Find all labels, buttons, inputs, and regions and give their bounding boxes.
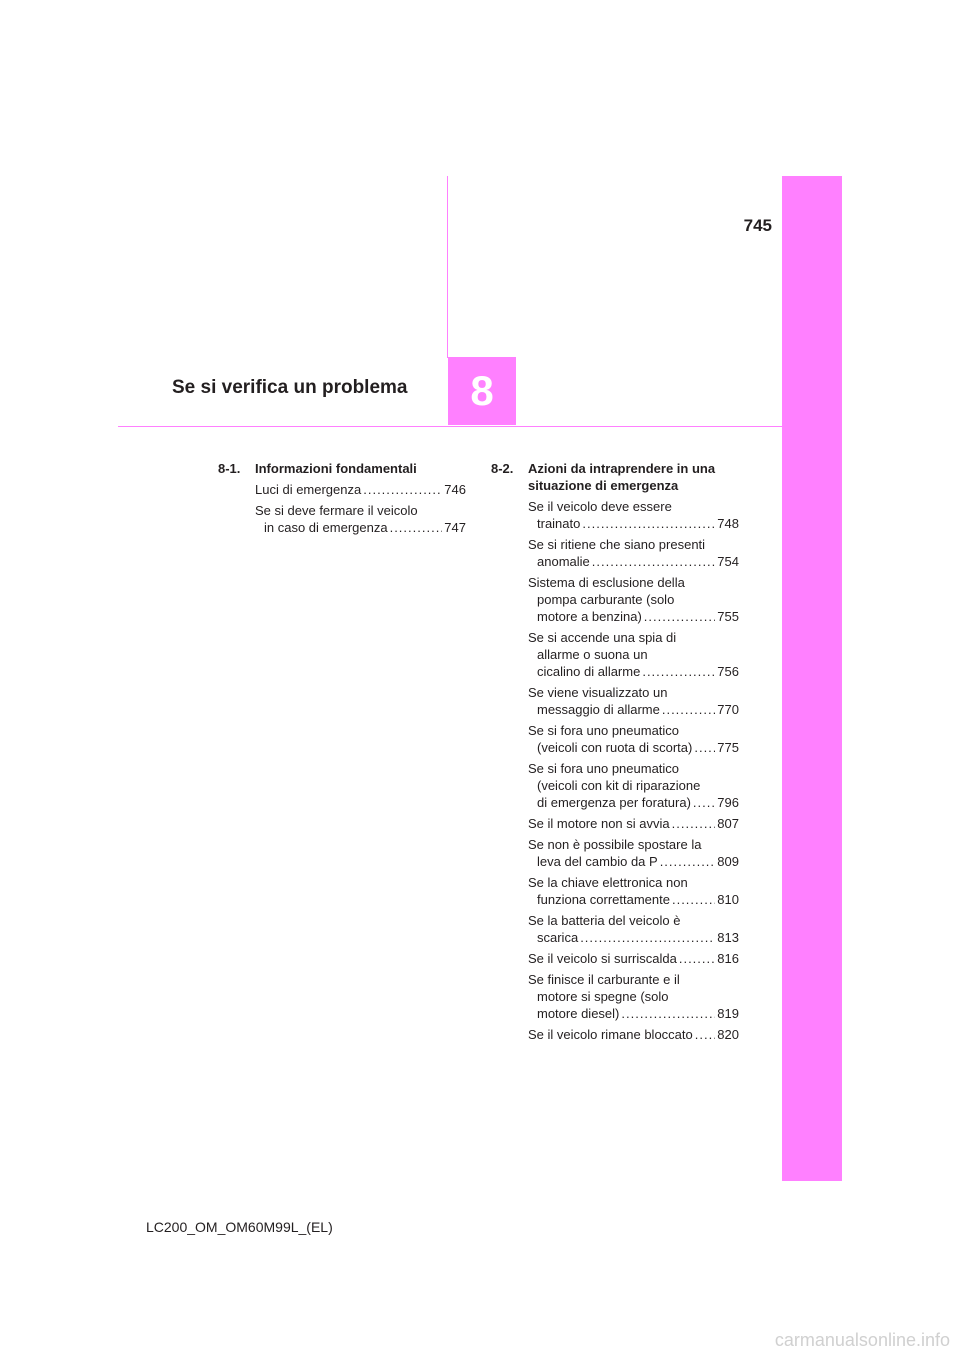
toc-entry[interactable] (528, 815, 739, 832)
toc-page-number: 809 (717, 854, 739, 869)
section-title (255, 460, 466, 477)
toc-page-number: 775 (717, 740, 739, 755)
toc-entry-text: Se il veicolo si surriscalda (528, 951, 677, 966)
toc-entry-text: allarme o suona un (537, 647, 648, 662)
toc-entry-text: Se si fora uno pneumatico (528, 723, 680, 738)
toc-entry-text: trainato (537, 516, 581, 531)
toc-entry-text: pompa carburante (solo (537, 592, 675, 607)
dot-leader (363, 481, 442, 498)
toc-entry-text: cicalino di allarme (537, 664, 641, 679)
toc-page-number: 796 (717, 795, 739, 810)
chapter-tab-strip (782, 176, 842, 1181)
toc-entry-text: anomalie (537, 554, 590, 569)
toc-entry-text: messaggio di allarme (537, 702, 660, 717)
dot-leader (694, 739, 715, 756)
toc-entry-text: Se si ritiene che siano presenti (528, 537, 706, 552)
toc-page-number: 755 (717, 609, 739, 624)
toc-entry[interactable] (528, 874, 739, 908)
toc-entry[interactable] (528, 1026, 739, 1043)
toc-section-8-2 (491, 460, 739, 1043)
chapter-title: Se si verifica un problema (172, 377, 408, 398)
toc-entry-line (528, 794, 739, 811)
dot-leader (621, 1005, 715, 1022)
watermark: carmanualsonline.info (774, 1330, 950, 1350)
chapter-number: 8 (470, 367, 494, 414)
section-number: 8-2. (491, 461, 514, 476)
toc-page-number: 754 (717, 554, 739, 569)
toc-entry[interactable] (528, 498, 739, 532)
toc-entry-line (528, 891, 739, 908)
dot-leader (679, 950, 715, 967)
toc-entry[interactable] (255, 481, 466, 498)
toc-entry[interactable] (528, 971, 739, 1022)
toc-entry-text: Se finisce il carburante e il (528, 972, 680, 987)
section-number: 8-1. (218, 461, 241, 476)
toc-entry-text: Se viene visualizzato un (528, 685, 668, 700)
toc-entry-text: motore diesel) (537, 1006, 620, 1021)
section-title-line: situazione di emergenza (528, 478, 679, 493)
dot-leader (592, 553, 716, 570)
toc-page-number: 810 (717, 892, 739, 907)
section-title (528, 460, 739, 494)
toc-entry-line (528, 553, 739, 570)
dot-leader (672, 891, 715, 908)
toc-entry-text: di emergenza per foratura) (537, 795, 691, 810)
toc-entry-line (528, 1026, 739, 1043)
toc-page-number: 816 (717, 951, 739, 966)
toc-page-number: 746 (444, 482, 466, 497)
toc-entry-text: Se si deve fermare il veicolo (255, 503, 418, 518)
toc-page-number: 807 (717, 816, 739, 831)
section-heading (218, 460, 466, 477)
toc-entry-text: scarica (537, 930, 579, 945)
toc-entry-text: Se si accende una spia di (528, 630, 677, 645)
dot-leader (582, 515, 715, 532)
dot-leader (672, 815, 716, 832)
toc-entry-line (528, 739, 739, 756)
section-title-line: Informazioni fondamentali (255, 461, 417, 476)
toc-page-number: 813 (717, 930, 739, 945)
toc-entry-list (528, 498, 739, 1043)
header-vertical-rule (447, 176, 448, 358)
toc-entry-text: Luci di emergenza (255, 482, 362, 497)
dot-leader (390, 519, 443, 536)
toc-section-8-1 (218, 460, 466, 536)
toc-entry-line (528, 950, 739, 967)
toc-entry-text: Se il motore non si avvia (528, 816, 670, 831)
toc-entry-list (255, 481, 466, 536)
toc-entry-line (528, 608, 739, 625)
page-number: 745 (743, 216, 772, 235)
toc-entry-text: Se il veicolo deve essere (528, 499, 672, 514)
toc-entry-text: Se il veicolo rimane bloccato (528, 1027, 693, 1042)
toc-entry-text: Se si fora uno pneumatico (528, 761, 680, 776)
dot-leader (660, 853, 716, 870)
toc-entry-text: motore a benzina) (537, 609, 642, 624)
header-horizontal-rule (118, 426, 782, 427)
dot-leader (580, 929, 715, 946)
toc-entry[interactable] (528, 912, 739, 946)
chapter-number-box (448, 357, 516, 425)
toc-entry[interactable] (528, 950, 739, 967)
toc-entry-text: funziona correttamente (537, 892, 670, 907)
toc-entry[interactable] (528, 684, 739, 718)
toc-entry-text: leva del cambio da P (537, 854, 658, 869)
toc-entry-line (528, 701, 739, 718)
footer-document-code: LC200_OM_OM60M99L_(EL) (146, 1219, 333, 1235)
toc-page-number: 747 (444, 520, 466, 535)
toc-entry-text: Se la chiave elettronica non (528, 875, 688, 890)
dot-leader (662, 701, 715, 718)
toc-entry-text: motore si spegne (solo (537, 989, 669, 1004)
toc-entry[interactable] (255, 502, 466, 536)
toc-entry-line (528, 515, 739, 532)
toc-entry-text: Se non è possibile spostare la (528, 837, 702, 852)
toc-entry[interactable] (528, 722, 739, 756)
toc-entry-text: Sistema di esclusione della (528, 575, 685, 590)
toc-entry-line (528, 815, 739, 832)
dot-leader (642, 663, 715, 680)
toc-entry-line (528, 663, 739, 680)
toc-entry[interactable] (528, 574, 739, 625)
toc-entry-line (528, 929, 739, 946)
toc-entry[interactable] (528, 836, 739, 870)
toc-entry[interactable] (528, 629, 739, 680)
toc-page-number: 819 (717, 1006, 739, 1021)
toc-page-number: 820 (717, 1027, 739, 1042)
dot-leader (644, 608, 716, 625)
toc-entry-text: Se la batteria del veicolo è (528, 913, 681, 928)
toc-page-number: 756 (717, 664, 739, 679)
dot-leader (693, 794, 715, 811)
toc-entry-line (528, 1005, 739, 1022)
toc-entry[interactable] (528, 760, 739, 811)
toc-page-number: 770 (717, 702, 739, 717)
toc-entry-text: (veicoli con kit di riparazione (537, 778, 701, 793)
toc-entry-line (528, 853, 739, 870)
toc-entry-line (255, 481, 466, 498)
section-title-line: Azioni da intraprendere in una (528, 461, 716, 476)
toc-entry-line (255, 519, 466, 536)
section-heading (491, 460, 739, 494)
toc-entry-text: (veicoli con ruota di scorta) (537, 740, 693, 755)
dot-leader (695, 1026, 716, 1043)
toc-page-number: 748 (717, 516, 739, 531)
toc-entry[interactable] (528, 536, 739, 570)
toc-entry-text: in caso di emergenza (264, 520, 388, 535)
